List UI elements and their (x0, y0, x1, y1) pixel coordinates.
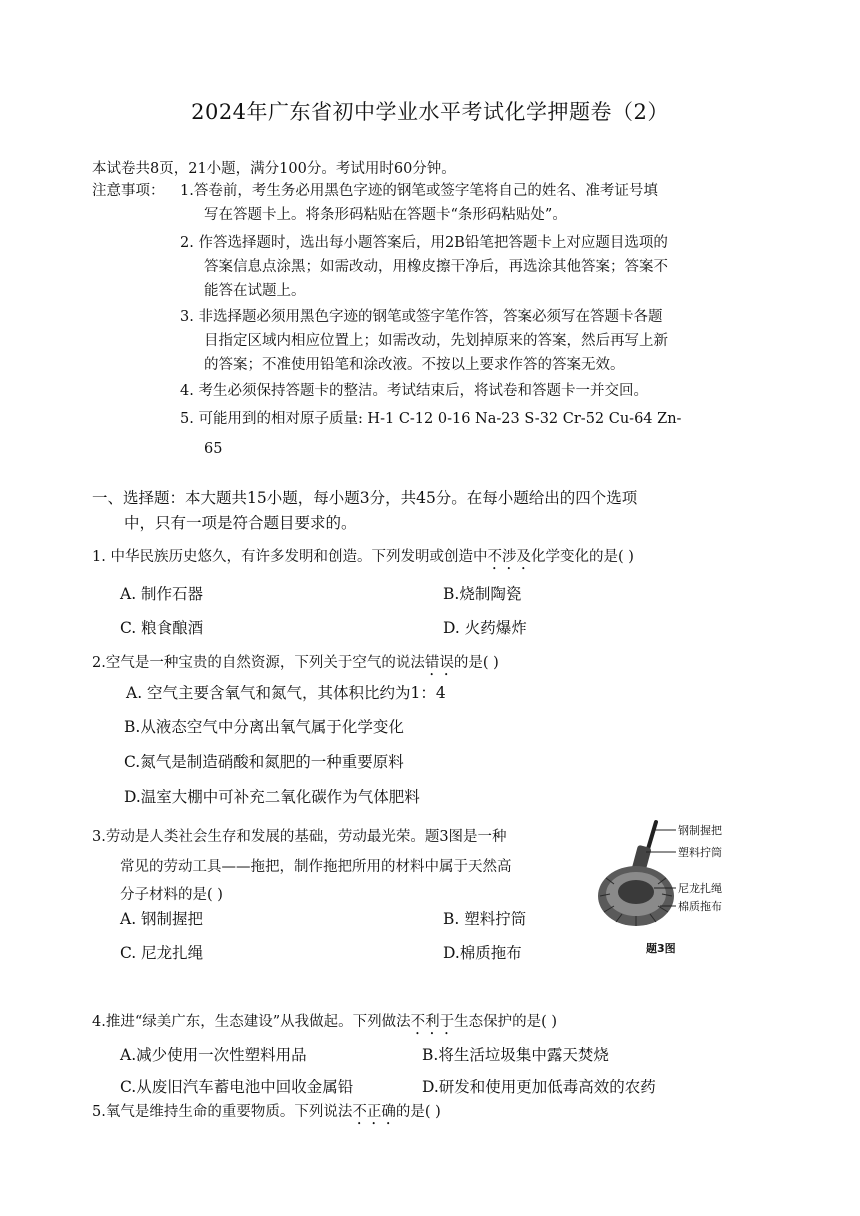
question-3-option-c: C. 尼龙扎绳 (120, 944, 204, 962)
question-1-option-d: D. 火药爆炸 (443, 619, 527, 637)
note-1-line-2: 写在答题卡上。将条形码粘贴在答题卡“条形码粘贴处”。 (204, 207, 567, 223)
question-5-stem-post: 的是( ) (395, 1104, 441, 1120)
question-2-option-d: D.温室大棚中可补充二氧化碳作为气体肥料 (124, 788, 420, 806)
page-title: 2024年广东省初中学业水平考试化学押题卷（2） (191, 100, 669, 124)
question-1-stem-pre: 1. 中华民族历史悠久，有许多发明和创造。下列发明或创造中 (92, 549, 488, 565)
note-3-line-1: 3. 非选择题必须用黑色字迹的钢笔或签字笔作答，答案必须写在答题卡各题 (180, 309, 663, 325)
question-5-emphasis: 不正确 (352, 1104, 396, 1120)
figure-caption: 题3图 (646, 942, 676, 955)
note-3-line-2: 目指定区域内相应位置上；如需改动，先划掉原来的答案，然后再写上新 (204, 333, 668, 349)
note-5-line-1: 5. 可能用到的相对原子质量: H-1 C-12 0-16 Na-23 S-32 Cr-52 Cu-64 Zn- (180, 411, 682, 427)
question-4-stem-post: 生态保护的是( ) (454, 1014, 558, 1030)
question-4-stem (92, 1011, 557, 1038)
question-2-stem-post: 的是( ) (453, 655, 499, 671)
question-5-stem-pre: 5.氧气是维持生命的重要物质。下列说法 (92, 1104, 353, 1120)
notes-label: 注意事项： (92, 183, 165, 199)
figure-label-steel-handle: 钢制握把 (678, 824, 722, 837)
question-1-option-a: A. 制作石器 (120, 585, 204, 603)
note-2-line-3: 能答在试题上。 (204, 283, 306, 299)
question-4-option-a: A.减少使用一次性塑料用品 (120, 1046, 307, 1064)
mop-figure (596, 818, 766, 960)
intro-text: 本试卷共8页，21小题，满分100分。考试用时60分钟。 (92, 161, 456, 177)
question-4-option-b: B.将生活垃圾集中露天焚烧 (422, 1046, 609, 1064)
question-1-stem (92, 546, 634, 573)
question-1-option-c: C. 粮食酿酒 (120, 619, 204, 637)
note-4: 4. 考生必须保持答题卡的整洁。考试结束后，将试卷和答题卡一并交回。 (180, 383, 648, 399)
question-3-stem-line-3: 分子材料的是( ) (120, 887, 223, 903)
question-2-option-c: C.氮气是制造硝酸和氮肥的一种重要原料 (124, 753, 404, 771)
note-5-line-2: 65 (204, 441, 223, 457)
question-1-emphasis: 不涉及 (487, 549, 531, 565)
question-4-emphasis: 不利于 (410, 1014, 455, 1030)
note-2-line-2: 答案信息点涂黑；如需改动，用橡皮擦干净后，再选涂其他答案；答案不 (204, 259, 668, 275)
question-1-stem-post: 化学变化的是( ) (530, 549, 634, 565)
note-3-line-3: 的答案；不准使用铅笔和涂改液。不按以上要求作答的答案无效。 (204, 357, 625, 373)
question-2-stem-pre: 2.空气是一种宝贵的自然资源，下列关于空气的说法 (92, 655, 425, 671)
section-1-line-1: 一、选择题：本大题共15小题，每小题3分，共45分。在每小题给出的四个选项 (92, 489, 638, 507)
question-3-option-b: B. 塑料拧筒 (443, 910, 527, 928)
question-4-stem-pre: 4.推进“绿美广东，生态建设”从我做起。下列做法 (92, 1014, 411, 1030)
question-4-option-c: C.从废旧汽车蓄电池中回收金属铅 (120, 1078, 354, 1096)
question-3-stem-line-1: 3.劳动是人类社会生存和发展的基础，劳动最光荣。题3图是一种 (92, 829, 507, 845)
figure-label-nylon-rope: 尼龙扎绳 (678, 882, 722, 895)
note-1-line-1: 1.答卷前，考生务必用黑色字迹的钢笔或签字笔将自己的姓名、准考证号填 (180, 183, 658, 199)
figure-label-cotton-mop: 棉质拖布 (678, 900, 722, 913)
question-1-option-b: B.烧制陶瓷 (443, 585, 522, 603)
question-2-option-a: A. 空气主要含氧气和氮气，其体积比约为1：4 (126, 684, 446, 702)
question-3-option-d: D.棉质拖布 (443, 944, 522, 962)
question-4-option-d: D.研发和使用更加低毒高效的农药 (422, 1078, 656, 1096)
question-2-option-b: B.从液态空气中分离出氧气属于化学变化 (124, 718, 404, 736)
note-2-line-1: 2. 作答选择题时，选出每小题答案后，用2B铅笔把答题卡上对应题目选项的 (180, 235, 668, 251)
question-2-emphasis: 错误 (424, 655, 454, 671)
section-1-line-2: 中，只有一项是符合题目要求的。 (124, 514, 357, 532)
question-5-stem (92, 1101, 441, 1128)
question-2-stem (92, 652, 499, 679)
question-3-stem-line-2: 常见的劳动工具——拖把，制作拖把所用的材料中属于天然高 (120, 859, 512, 875)
figure-label-plastic-wringer: 塑料拧筒 (678, 846, 722, 859)
question-3-option-a: A. 钢制握把 (120, 910, 204, 928)
